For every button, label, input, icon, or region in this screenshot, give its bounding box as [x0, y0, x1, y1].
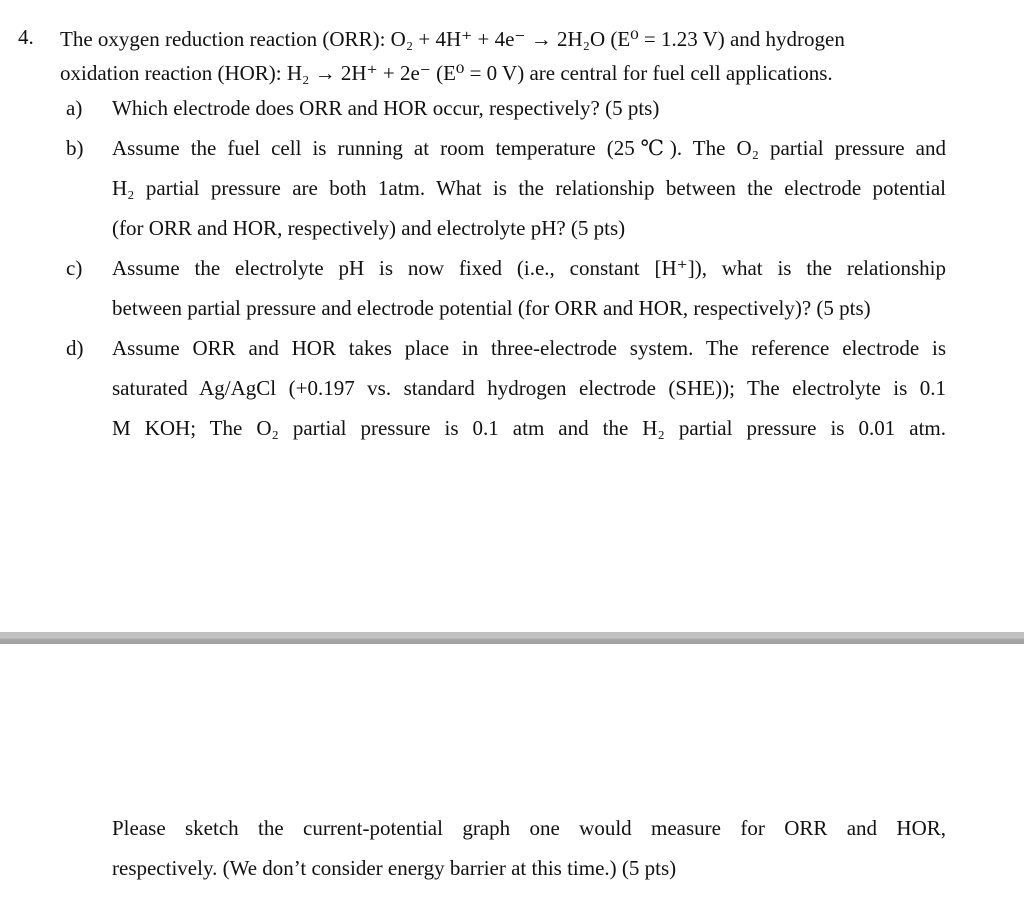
part-line: M KOH; The O₂ partial pressure is 0.1 atm and the H₂ partial pressure is 0.01 atm.	[112, 416, 946, 440]
sketch-line: respectively. (We don’t consider energy barrier at this time.) (5 pts)	[112, 856, 677, 880]
part-line: Assume ORR and HOR takes place in three-electrode system. The reference electrode is	[112, 336, 946, 360]
page-break-divider	[0, 632, 1024, 644]
intro-line: oxidation reaction (HOR): H₂ → 2H⁺ + 2e⁻ (E⁰ = 0 V) are central for fuel cell applications.	[60, 61, 833, 85]
question-number: 4.	[18, 25, 34, 49]
part-line: saturated Ag/AgCl (+0.197 vs. standard hydrogen electrode (SHE)); The electrolyte is 0.1	[112, 376, 946, 400]
part-line: Assume the electrolyte pH is now fixed (i.e., constant [H⁺]), what is the relationship	[112, 256, 946, 280]
part-body	[112, 128, 946, 248]
part-line: between partial pressure and electrode potential (for ORR and HOR, respectively)? (5 pts)	[112, 296, 871, 320]
part-body	[112, 88, 946, 128]
part-label: d)	[66, 336, 84, 360]
question-intro	[60, 22, 946, 90]
part-label: b)	[66, 136, 84, 160]
part-line: Which electrode does ORR and HOR occur, respectively? (5 pts)	[112, 96, 660, 120]
part-body	[112, 328, 946, 448]
sketch-prompt	[112, 808, 946, 888]
sketch-line: Please sketch the current-potential graph one would measure for ORR and HOR,	[112, 816, 946, 840]
part-label: a)	[66, 96, 83, 120]
part-line: (for ORR and HOR, respectively) and electrolyte pH? (5 pts)	[112, 216, 626, 240]
intro-line: The oxygen reduction reaction (ORR): O₂ + 4H⁺ + 4e⁻ → 2H₂O (E⁰ = 1.23 V) and hydrogen	[60, 27, 845, 51]
part-line: H₂ partial pressure are both 1atm. What is the relationship between the electrode potential	[112, 176, 946, 200]
part-label: c)	[66, 256, 83, 280]
part-body	[112, 248, 946, 328]
part-line: Assume the fuel cell is running at room temperature (25℃). The O₂ partial pressure and	[112, 136, 946, 160]
